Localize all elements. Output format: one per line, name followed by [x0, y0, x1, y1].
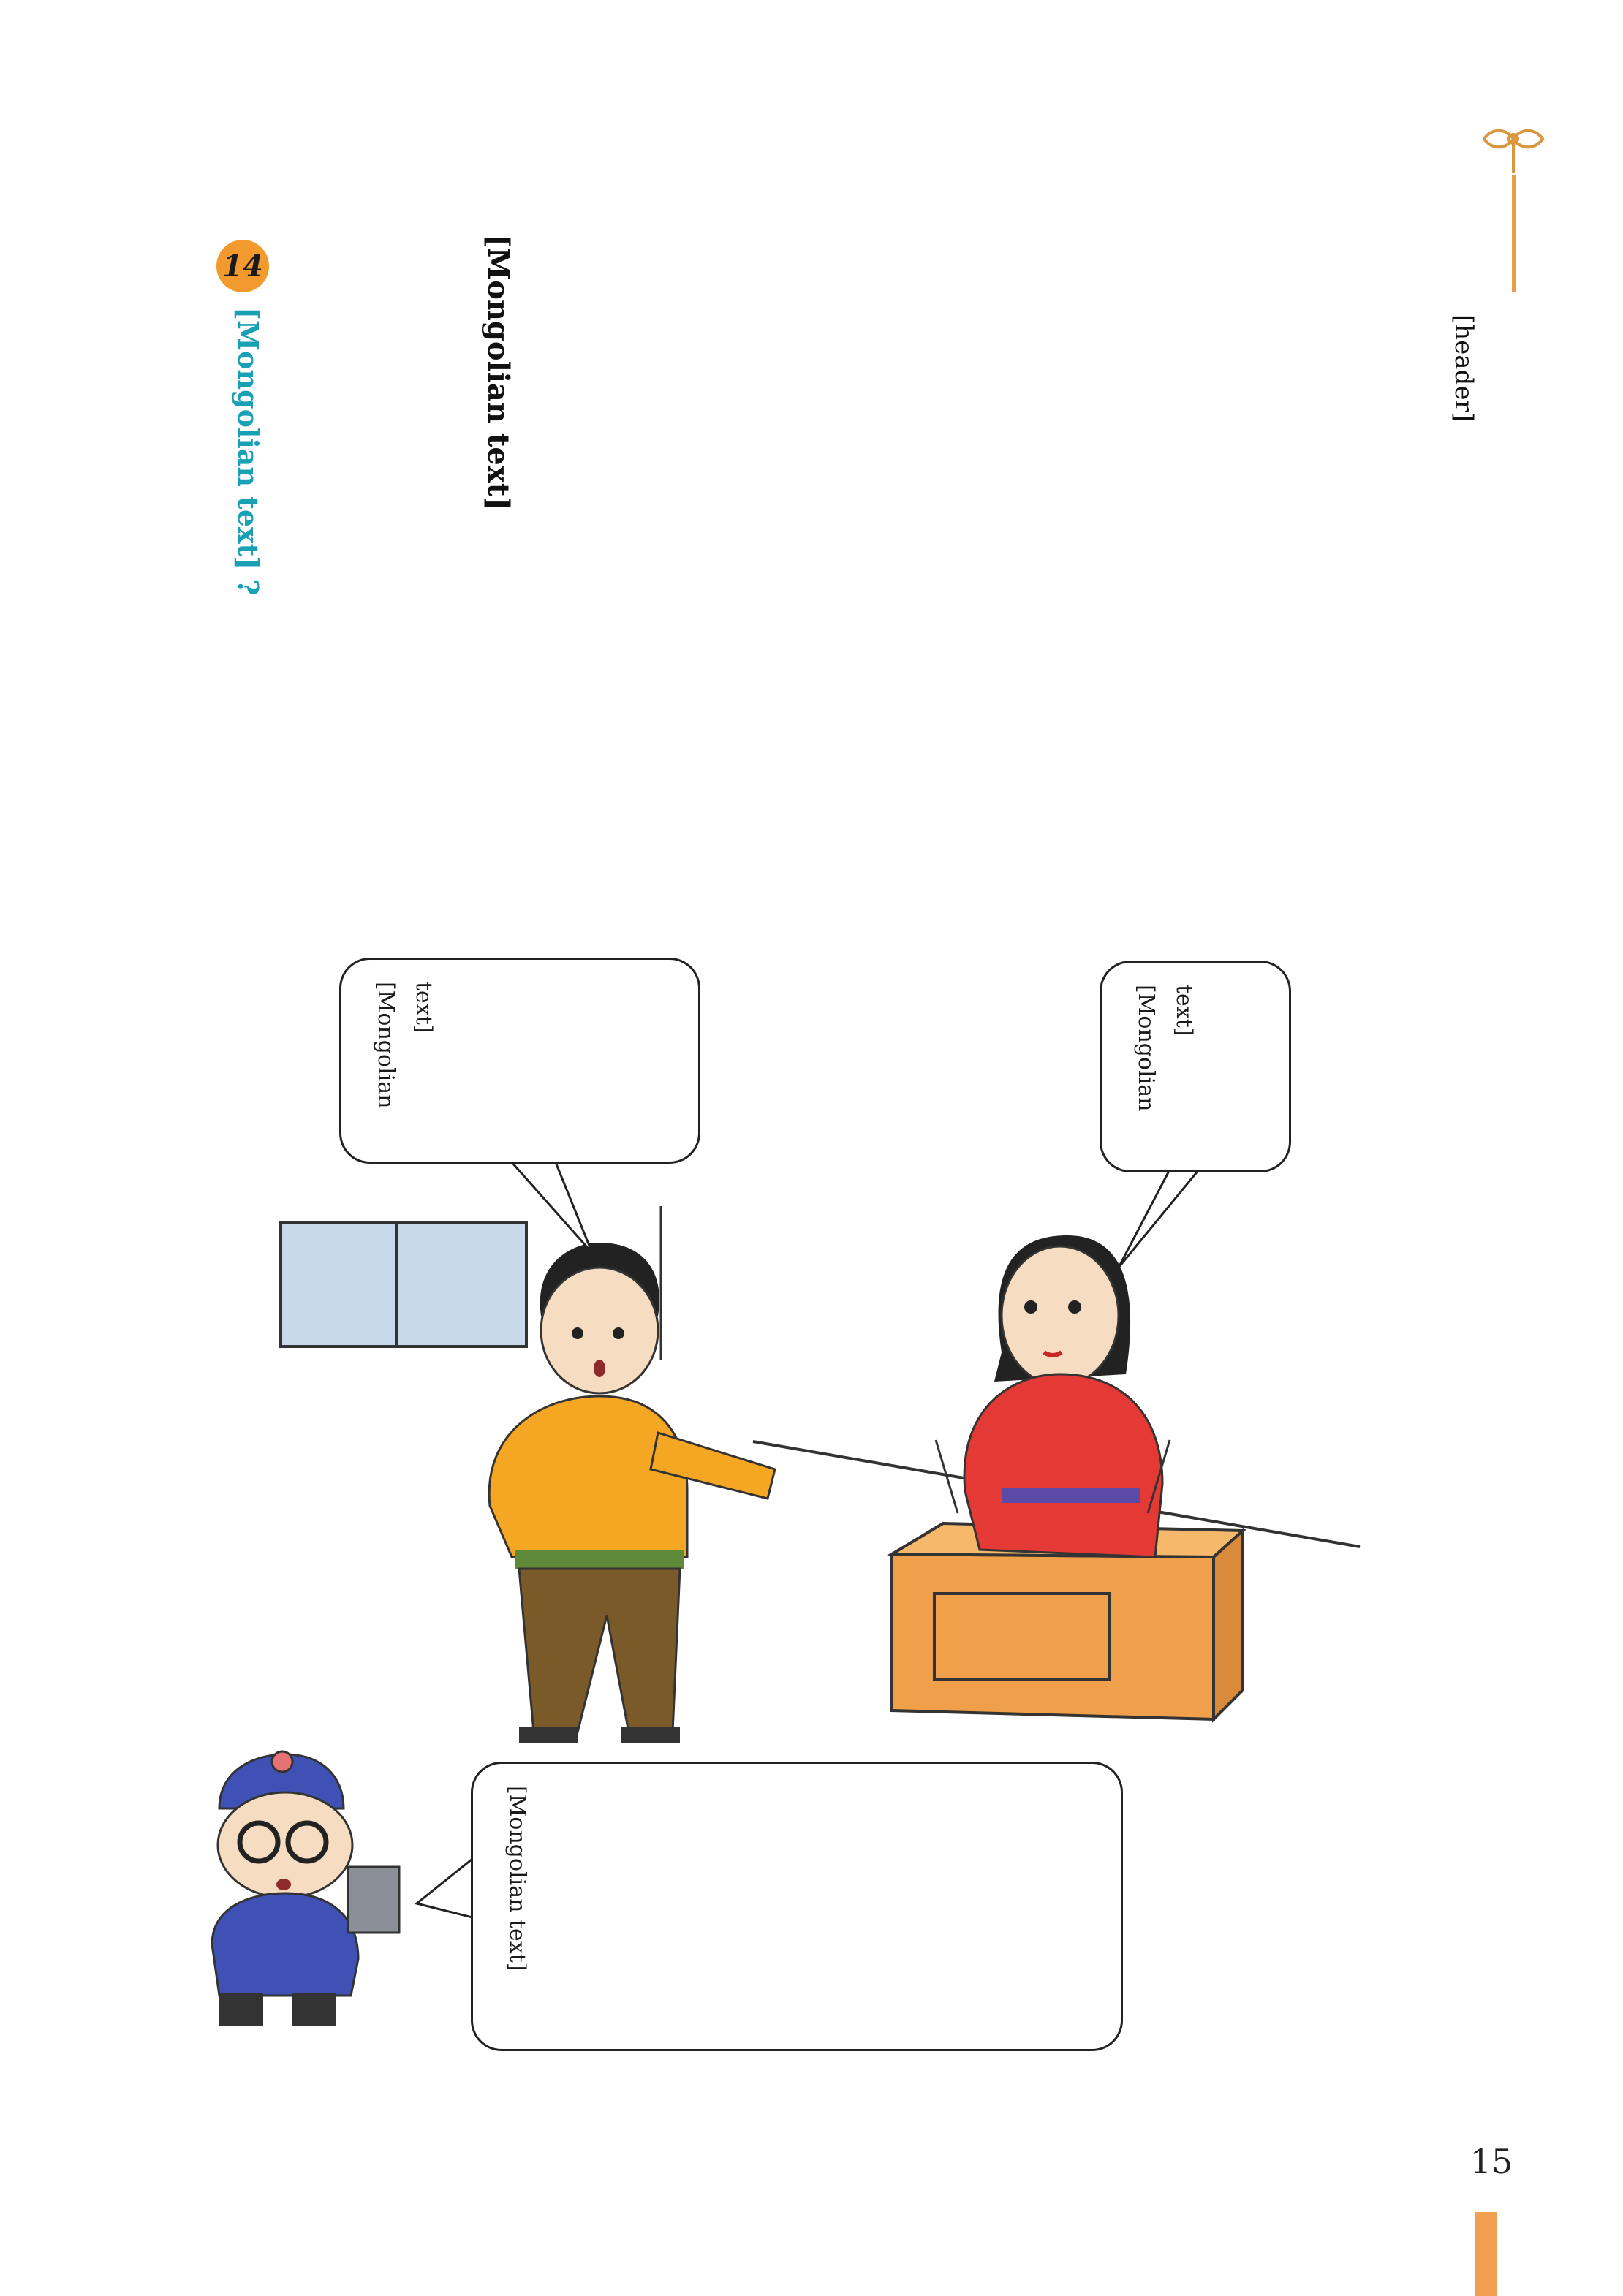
exercise-question: [Mongolian text] ? [232, 307, 265, 596]
page-number: 15 [1469, 2142, 1513, 2181]
bubble-tail-woman [1119, 1170, 1199, 1268]
page-tab [1475, 2212, 1497, 2296]
child-illustration [212, 1751, 399, 2026]
speech-bubble-child-text: [Mongolian text] [504, 1786, 530, 1971]
speech-bubble-man [339, 958, 700, 1164]
woman-illustration [936, 1235, 1170, 1557]
speech-bubble-child [471, 1762, 1123, 2051]
man-illustration [489, 1243, 775, 1743]
body-paragraph: [Mongolian text] [481, 234, 515, 511]
speech-bubble-woman-text: [Mongolian text] [1133, 985, 1197, 1112]
bubble-tail-child [417, 1857, 475, 1918]
exercise-number-badge: 14 [216, 240, 269, 292]
speech-bubble-man-text: [Mongolian text] [373, 982, 436, 1109]
speech-bubble-woman [1100, 961, 1291, 1172]
running-header: [header] [1449, 314, 1478, 422]
